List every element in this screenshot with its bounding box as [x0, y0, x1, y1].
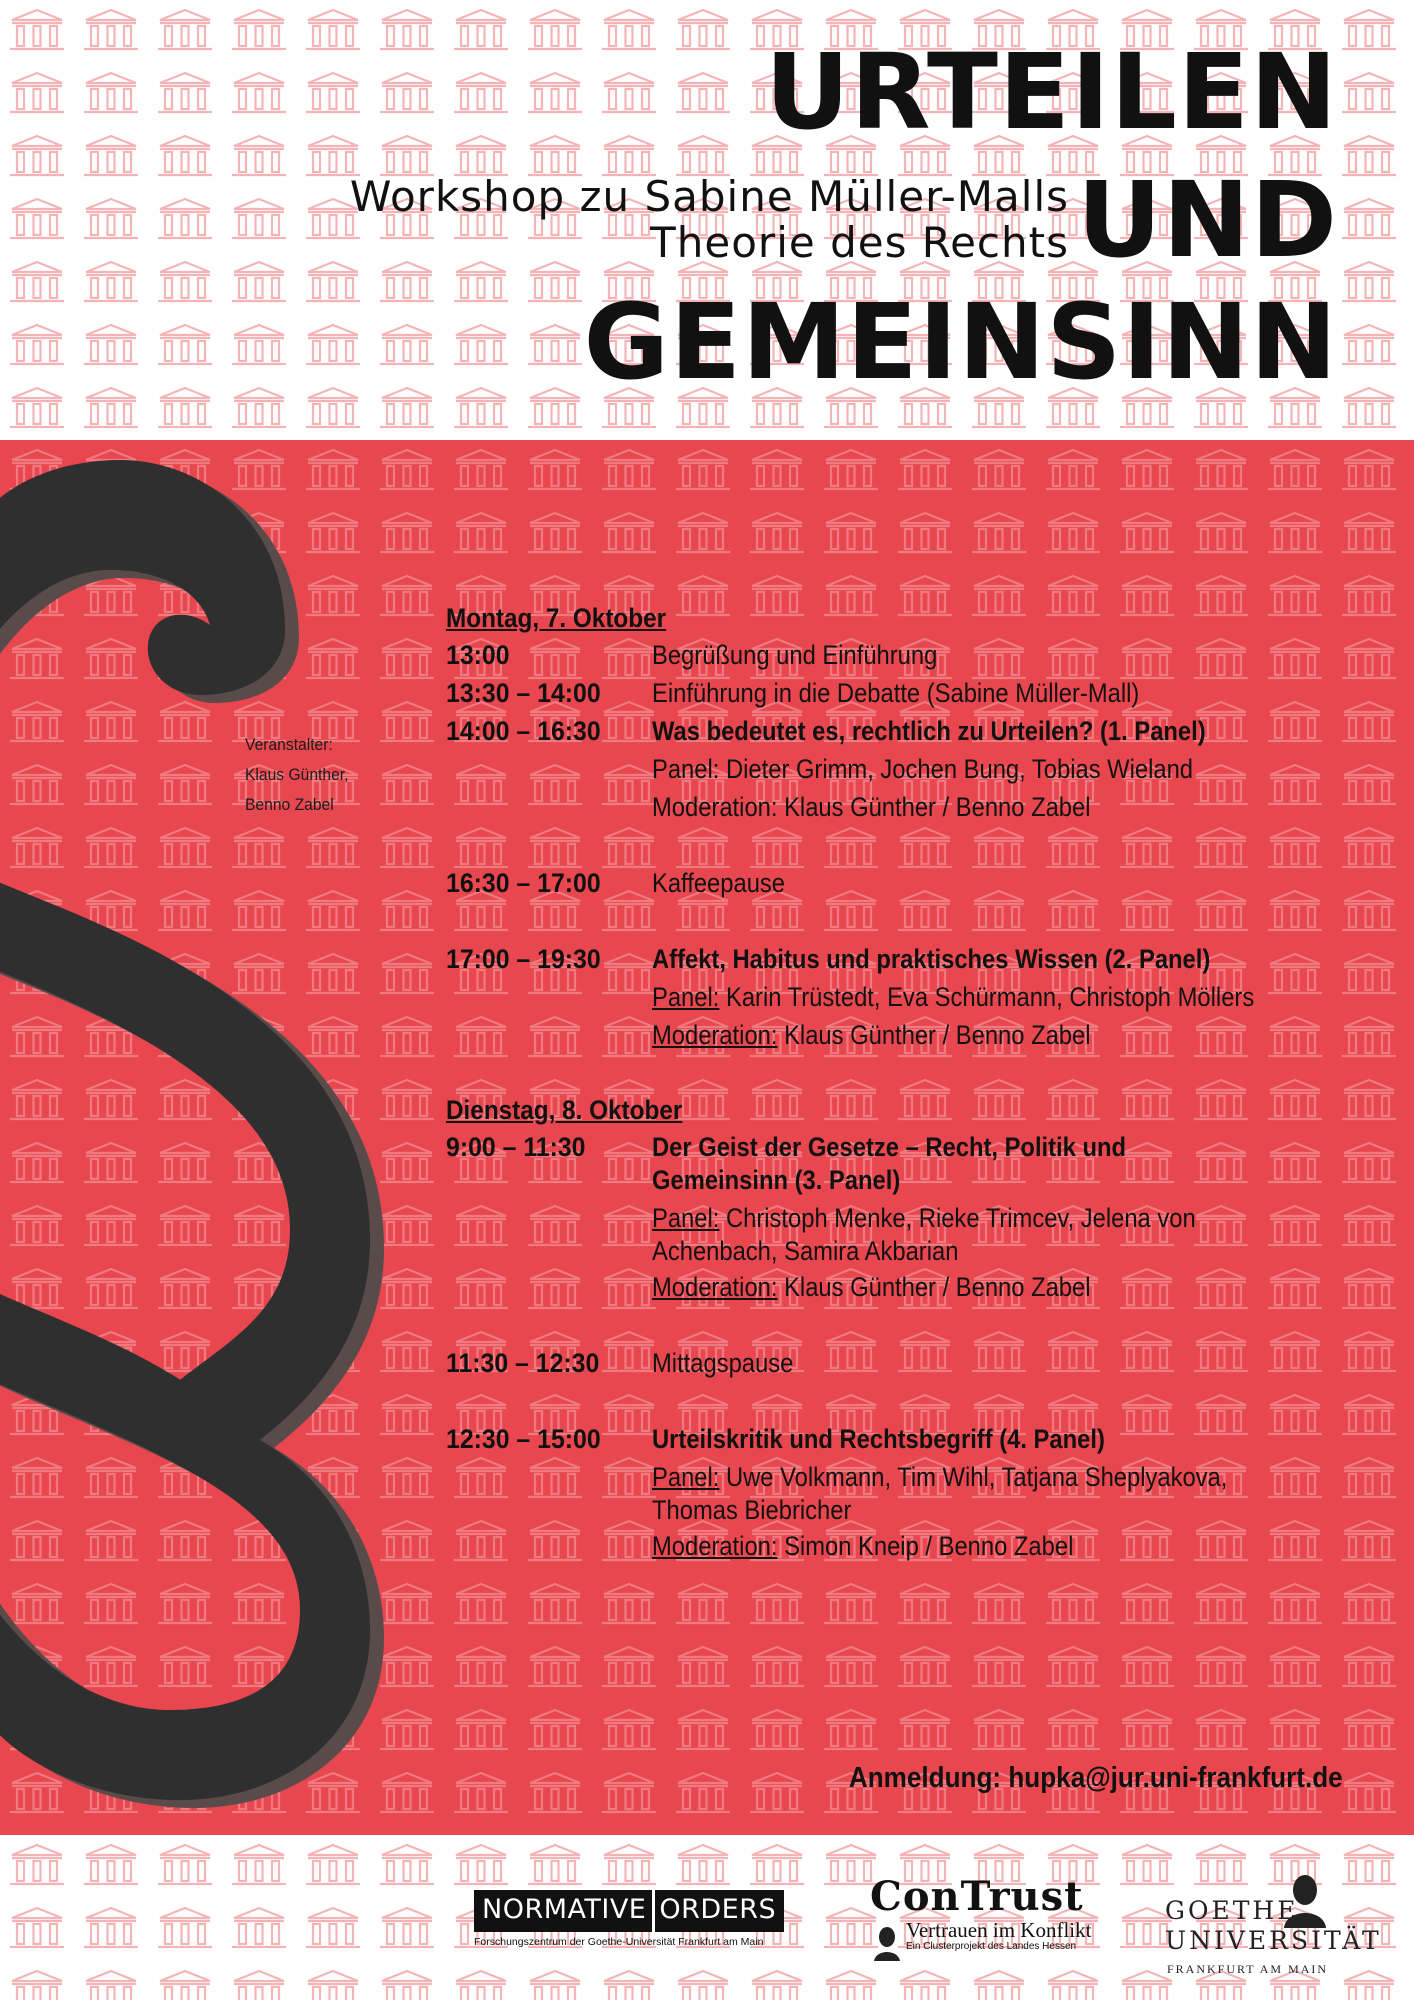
schedule-row — [446, 636, 1346, 674]
universitaet-word: UNIVERSITÄT — [1165, 1926, 1382, 1955]
schedule-row — [446, 1344, 1346, 1382]
panel-label: Panel: — [652, 1462, 720, 1492]
goethe-word: GOETHE — [1165, 1896, 1299, 1925]
session-time: 16:30 – 17:00 — [446, 868, 601, 898]
normative-orders-caption: Forschungszentrum der Goethe-Universität Frankfurt am Main — [474, 1936, 764, 1948]
title-line-2: UND — [1077, 159, 1338, 281]
session-title: Einführung in die Debatte (Sabine Müller-Mall) — [652, 678, 1140, 708]
panel-label: Panel: — [652, 982, 720, 1012]
contrust-logo — [870, 1875, 1120, 1952]
schedule-row — [446, 864, 1346, 902]
session-moderation — [652, 1268, 1303, 1306]
schedule-row — [446, 1420, 1346, 1458]
session-title: Affekt, Habitus und praktisches Wissen (2. Panel) — [652, 944, 1211, 974]
moderation-names: Klaus Günther / Benno Zabel — [777, 1020, 1091, 1050]
schedule-row — [446, 1128, 1346, 1197]
session-time: 17:00 – 19:30 — [446, 944, 601, 974]
normative-orders-logo — [474, 1890, 814, 1948]
panel-names: Karin Trüstedt, Eva Schürmann, Christoph Möllers — [719, 982, 1255, 1012]
orders-word: ORDERS — [652, 1890, 784, 1932]
session-time: 13:00 — [446, 640, 510, 670]
session-title: Begrüßung und Einführung — [652, 640, 938, 670]
subtitle-line-1: Workshop zu Sabine Müller-Malls — [349, 172, 1069, 221]
session-panel: Panel: Dieter Grimm, Jochen Bung, Tobias Wieland — [652, 754, 1194, 784]
session-time: 13:30 – 14:00 — [446, 678, 601, 708]
schedule-row — [446, 674, 1346, 712]
title-line-1: URTEILEN — [765, 31, 1338, 153]
session-moderation — [652, 1016, 1303, 1054]
organizers-label: Veranstalter: — [245, 735, 333, 754]
frankfurt-caption: FRANKFURT AM MAIN — [1167, 1962, 1329, 1976]
organizer-name: Klaus Günther, — [245, 765, 349, 784]
session-time: 14:00 – 16:30 — [446, 716, 601, 746]
panel-names: Christoph Menke, Rieke Trimcev, Jelena von Achenbach, Samira Akbarian — [652, 1203, 1196, 1266]
session-panel — [652, 1197, 1303, 1268]
session-time: 11:30 – 12:30 — [446, 1348, 600, 1378]
contrust-caption: Ein Clusterprojekt des Landes Hessen — [906, 1941, 1077, 1952]
session-moderation: Moderation: Klaus Günther / Benno Zabel — [652, 792, 1091, 822]
session-panel — [652, 1458, 1303, 1527]
panel-names: Uwe Volkmann, Tim Wihl, Tatjana Sheplyakova, Thomas Biebricher — [652, 1462, 1228, 1525]
session-title: Was bedeutet es, rechtlich zu Urteilen? (1. Panel) — [652, 716, 1206, 746]
subtitle-line-2: Theorie des Rechts — [650, 218, 1069, 267]
moderation-names: Simon Kneip / Benno Zabel — [777, 1531, 1074, 1561]
organizers-note — [245, 730, 348, 820]
session-time: 12:30 – 15:00 — [446, 1424, 601, 1454]
moderation-label: Moderation: — [652, 1272, 778, 1302]
organizer-name: Benno Zabel — [245, 795, 334, 814]
title-line-3: GEMEINSINN — [583, 281, 1338, 403]
session-title: Mittagspause — [652, 1348, 794, 1378]
session-panel — [652, 978, 1303, 1016]
moderation-names: Klaus Günther / Benno Zabel — [777, 1272, 1091, 1302]
moderation-label: Moderation: — [652, 1020, 778, 1050]
paragraph-sign-icon — [0, 440, 420, 1835]
goethe-portrait-icon — [872, 1925, 902, 1961]
session-title: Der Geist der Gesetze – Recht, Politik und Gemeinsinn (3. Panel) — [652, 1132, 1127, 1195]
normative-word: NORMATIVE — [474, 1890, 652, 1932]
schedule-row — [446, 940, 1346, 978]
schedule — [446, 600, 1346, 1565]
contrust-title: ConTrust — [870, 1873, 1084, 1920]
session-title: Urteilskritik und Rechtsbegriff (4. Panel) — [652, 1424, 1105, 1454]
day-heading: Montag, 7. Oktober — [446, 603, 667, 633]
panel-label: Panel: — [652, 1203, 720, 1233]
day-heading: Dienstag, 8. Oktober — [446, 1095, 683, 1125]
schedule-row — [446, 712, 1346, 750]
contrust-subtitle: Vertrauen im Konflikt — [906, 1918, 1092, 1942]
session-moderation — [652, 1527, 1303, 1565]
session-time: 9:00 – 11:30 — [446, 1132, 586, 1162]
registration-email[interactable]: Anmeldung: hupka@jur.uni-frankfurt.de — [849, 1762, 1343, 1794]
session-title: Kaffeepause — [652, 868, 786, 898]
moderation-label: Moderation: — [652, 1531, 778, 1561]
